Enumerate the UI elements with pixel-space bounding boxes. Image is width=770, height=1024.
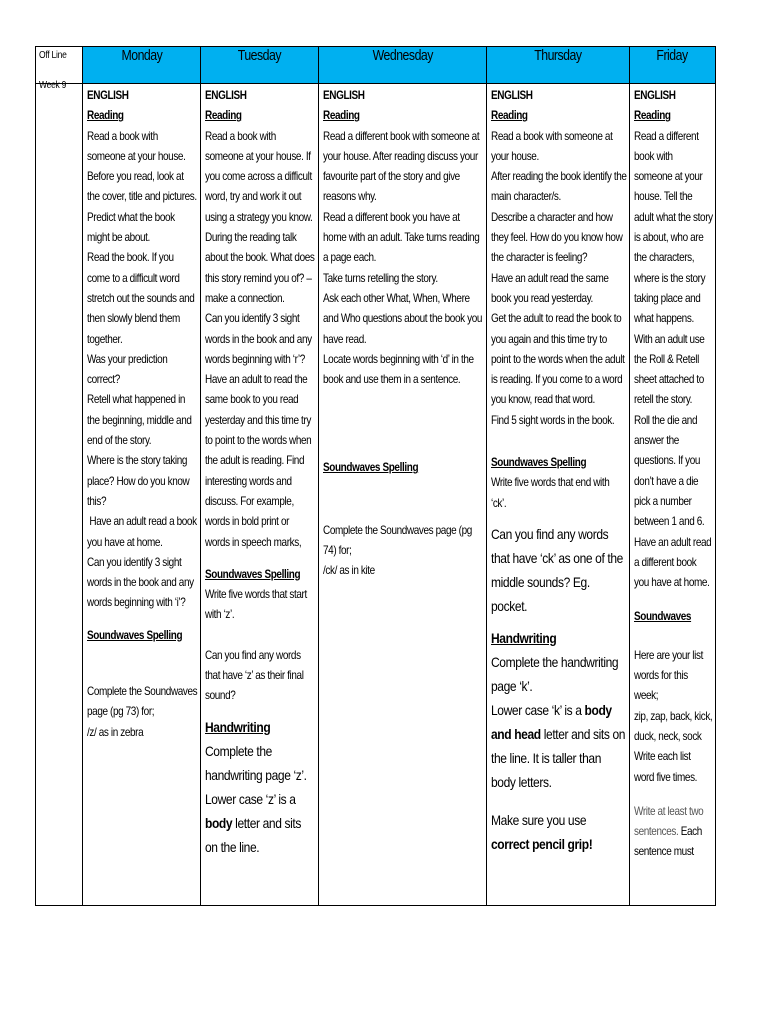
pencil-grip-note: Make sure you use correct pencil grip!	[491, 811, 593, 852]
monday-text: Where is the story taking place? How do you know this?	[87, 454, 190, 508]
week-label-cell	[36, 47, 83, 84]
monday-cell	[83, 84, 201, 906]
day-header-tuesday: Tuesday	[201, 47, 319, 84]
thursday-text: After reading the book identify the main character/s.	[491, 170, 627, 204]
friday-text: Roll the die and answer the questions. If you don’t have a die pick a number between 1 and 6.	[634, 413, 705, 529]
soundwaves-heading: Soundwaves	[634, 610, 692, 624]
spelling-instruction: Complete the Soundwaves page (pg 74) for;	[323, 523, 472, 558]
thursday-text: Read a book with someone at your house.	[491, 129, 613, 163]
tuesday-text: Have an adult to read the same book to you read yesterday and this time try to point to the words when the adult is reading. Find interesting words and discuss. For example, words in bold print or words in speech marks,	[205, 373, 312, 549]
spelling-sound: /ck/ as in kite	[323, 564, 375, 578]
english-heading: ENGLISH	[323, 89, 365, 102]
thursday-text: Get the adult to read the book to you again and this time try to point to the words when the adult is reading. If you come to a word you know, read that word.	[491, 312, 625, 407]
wednesday-text: Ask each other What, When, Where and Who questions about the book you have read.	[323, 291, 483, 346]
handwriting-instruction: Complete the handwriting page ‘z’.	[205, 742, 307, 783]
thursday-text: Describe a character and how they feel. How do you know how the character is feeling?	[491, 210, 623, 265]
tuesday-text: Can you identify 3 sight words in the book and any words beginning with ‘r’?	[205, 312, 312, 366]
english-heading: ENGLISH	[87, 89, 129, 102]
friday-text: Read a different book with someone at your house. Tell the adult what the story is about, who are the characters, where is the story taking place and what happens.	[634, 129, 713, 326]
week-label: Week 9	[39, 80, 67, 91]
content-row	[36, 84, 716, 906]
day-header-thursday: Thursday	[487, 47, 630, 84]
handwriting-note: Lower case ‘z’ is a body letter and sits on the line.	[205, 790, 301, 855]
day-header-monday: Monday	[83, 47, 201, 84]
tuesday-text: During the reading talk about the book. What does this story remind you of? – make a connection.	[205, 231, 315, 305]
week-number-cell	[36, 80, 83, 906]
header-row	[36, 47, 716, 84]
thursday-text: Find 5 sight words in the book.	[491, 413, 615, 427]
handwriting-note: Lower case ‘k’ is a body and head letter and sits on the line. It is taller than body letters.	[491, 701, 626, 790]
spelling-instruction: Write five words that end with ‘ck’.	[491, 476, 610, 510]
reading-heading: Reading	[491, 109, 528, 123]
spelling-heading: Soundwaves Spelling	[205, 567, 301, 581]
friday-text: Have an adult read a different book you have at home.	[634, 535, 712, 590]
spelling-heading: Soundwaves Spelling	[87, 628, 183, 642]
friday-cell	[630, 84, 716, 906]
wednesday-text: Locate words beginning with ‘d’ in the book and use them in a sentence.	[323, 352, 474, 387]
tuesday-cell	[201, 84, 319, 906]
handwriting-heading: Handwriting	[491, 629, 557, 646]
list-words: zip, zap, back, kick, duck, neck, sock	[634, 709, 713, 743]
wednesday-text: Read a different book you have at home with an adult. Take turns reading a page each.	[323, 210, 480, 265]
reading-heading: Reading	[205, 109, 242, 123]
spelling-heading: Soundwaves Spelling	[491, 456, 587, 470]
offline-label: Off Line	[39, 50, 67, 61]
wednesday-cell	[319, 84, 487, 906]
weekly-plan-table	[35, 46, 716, 906]
spelling-instruction: Complete the Soundwaves page (pg 73) for;	[87, 685, 198, 719]
monday-text: Before you read, look at the cover, title and pictures. Predict what the book might be about.	[87, 170, 197, 245]
wednesday-text: Read a different book with someone at your house. After reading discuss your favourite part of the story and give reasons why.	[323, 129, 480, 204]
thursday-cell	[487, 84, 630, 906]
list-words-task: Write each list word five times.	[634, 750, 698, 784]
reading-heading: Reading	[323, 109, 360, 123]
list-words-intro: Here are your list words for this week;	[634, 648, 703, 703]
tuesday-text: Read a book with someone at your house. If you come across a difficult word, try and work it out using a strategy you know.	[205, 129, 313, 224]
wednesday-text: Take turns retelling the story.	[323, 271, 438, 285]
monday-text: Was your prediction correct?	[87, 352, 168, 387]
thursday-text: Have an adult read the same book you read yesterday.	[491, 271, 609, 305]
handwriting-instruction: Complete the handwriting page ‘k’.	[491, 653, 619, 694]
spelling-sound: /z/ as in zebra	[87, 725, 144, 739]
reading-heading: Reading	[634, 109, 671, 123]
monday-text: Read the book. If you come to a difficult word stretch out the sounds and then slowly blend them together.	[87, 251, 195, 346]
monday-text: Read a book with someone at your house.	[87, 129, 186, 163]
english-heading: ENGLISH	[205, 89, 247, 102]
english-heading: ENGLISH	[634, 89, 676, 102]
day-header-wednesday: Wednesday	[319, 47, 487, 84]
spelling-question: Can you find any words that have ‘z’ as their final sound?	[205, 648, 304, 703]
monday-text: Retell what happened in the beginning, middle and end of the story.	[87, 393, 192, 448]
spelling-heading: Soundwaves Spelling	[323, 461, 419, 475]
english-heading: ENGLISH	[491, 89, 533, 102]
reading-heading: Reading	[87, 109, 124, 123]
friday-text: With an adult use the Roll & Retell sheet attached to retell the story.	[634, 332, 705, 407]
day-header-friday: Friday	[630, 47, 716, 84]
monday-text: Can you identify 3 sight words in the book and any words beginning with ‘i’?	[87, 555, 194, 610]
sentences-task: Write at least two sentences. Each sentence must	[634, 804, 704, 859]
handwriting-heading: Handwriting	[205, 718, 271, 735]
monday-text: Have an adult read a book you have at home.	[87, 515, 200, 549]
spelling-instruction: Write five words that start with ‘z’.	[205, 588, 307, 622]
spelling-question: Can you find any words that have ‘ck’ as one of the middle sounds? Eg. pocket.	[491, 525, 623, 614]
